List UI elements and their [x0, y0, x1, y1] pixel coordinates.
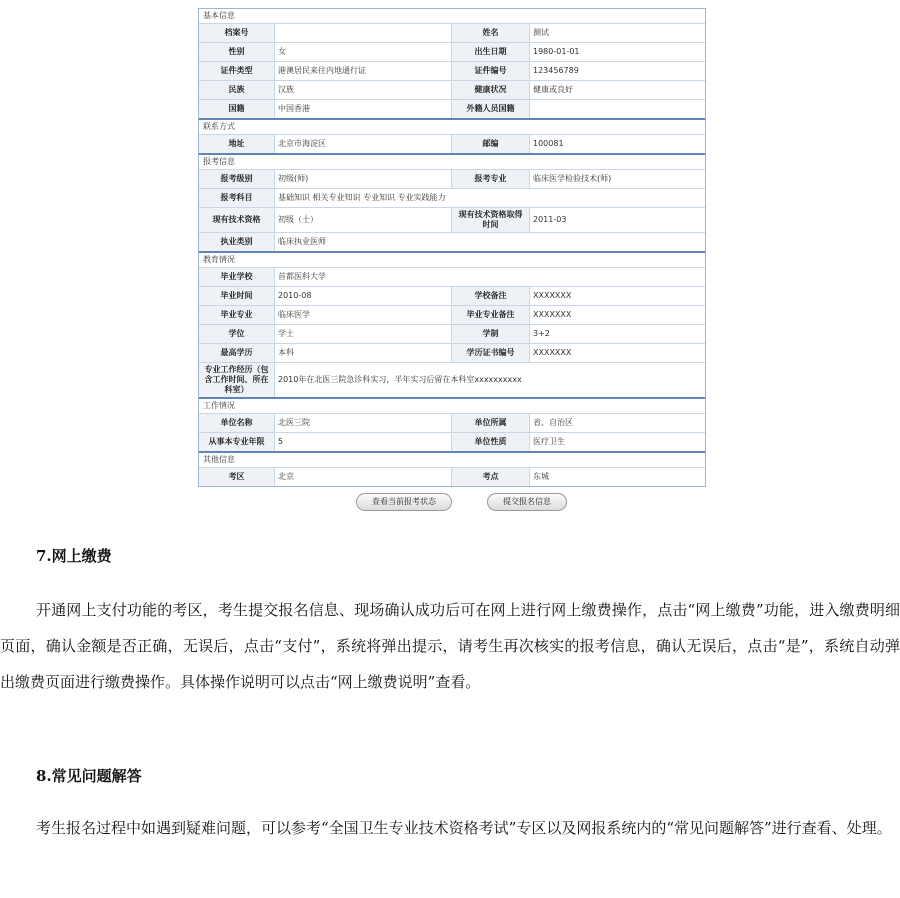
form-row — [199, 188, 705, 207]
field-label: 学位 — [199, 325, 274, 343]
field-value: 医疗卫生 — [529, 433, 705, 451]
form-row — [199, 99, 705, 118]
paragraph-online-payment: 开通网上支付功能的考区，考生提交报名信息、现场确认成功后可在网上进行网上缴费操作，点击“网上缴费”功能，进入缴费明细页面，确认金额是否正确，无误后，点击“支付”，系统将弹出提示，请考生再次核实的报考信息，确认无误后，点击“是”，系统自动弹出缴费页面进行缴费操作。具体操作说明可以点击“网上缴费说明”查看。 — [0, 601, 900, 691]
field-value: 健康或良好 — [529, 81, 705, 99]
form-section — [199, 397, 705, 451]
field-value: 123456789 — [529, 62, 705, 80]
field-value: 汉族 — [274, 81, 451, 99]
field-value: XXXXXXX — [529, 287, 705, 305]
field-label: 单位所属 — [451, 414, 529, 432]
field-value: 2011-03 — [529, 208, 705, 232]
field-label: 健康状况 — [451, 81, 529, 99]
form-row — [199, 134, 705, 153]
field-label: 考点 — [451, 468, 529, 486]
form-section — [199, 9, 705, 118]
form-button-bar — [198, 493, 704, 513]
field-label: 证件编号 — [451, 62, 529, 80]
field-label: 执业类别 — [199, 233, 274, 251]
form-row — [199, 207, 705, 232]
field-value: 女 — [274, 43, 451, 61]
field-label: 学校备注 — [451, 287, 529, 305]
form-section — [199, 118, 705, 153]
form-row — [199, 232, 705, 251]
field-label: 最高学历 — [199, 344, 274, 362]
field-label: 毕业专业备注 — [451, 306, 529, 324]
field-value: XXXXXXX — [529, 344, 705, 362]
field-label: 单位性质 — [451, 433, 529, 451]
form-row — [199, 286, 705, 305]
form-row — [199, 169, 705, 188]
field-label: 报考级别 — [199, 170, 274, 188]
field-label: 国籍 — [199, 100, 274, 118]
field-value: 100081 — [529, 135, 705, 153]
field-label: 现有技术资格取得时间 — [451, 208, 529, 232]
field-value: 临床医学 — [274, 306, 451, 324]
form-row — [199, 61, 705, 80]
field-value: 东城 — [529, 468, 705, 486]
field-value: 北京市海淀区 — [274, 135, 451, 153]
field-value: 5 — [274, 433, 451, 451]
paragraph-faq: 考生报名过程中如遇到疑难问题，可以参考“全国卫生专业技术资格考试”专区以及网报系统内的“常见问题解答”进行查看、处理。 — [36, 819, 892, 837]
field-value: 2010-08 — [274, 287, 451, 305]
field-label: 毕业学校 — [199, 268, 274, 286]
field-value — [529, 100, 705, 118]
field-label: 毕业专业 — [199, 306, 274, 324]
form-row — [199, 267, 705, 286]
field-value — [274, 24, 451, 42]
field-label: 单位名称 — [199, 414, 274, 432]
field-label: 档案号 — [199, 24, 274, 42]
form-row — [199, 343, 705, 362]
form-row — [199, 413, 705, 432]
section-title: 教育情况 — [199, 253, 705, 267]
form-row — [199, 42, 705, 61]
field-value: 基础知识 相关专业知识 专业知识 专业实践能力 — [274, 189, 705, 207]
field-label: 出生日期 — [451, 43, 529, 61]
field-label: 姓名 — [451, 24, 529, 42]
field-value: 首都医科大学 — [274, 268, 705, 286]
field-value: 北医三院 — [274, 414, 451, 432]
form-row — [199, 324, 705, 343]
field-value: 本科 — [274, 344, 451, 362]
section-title: 工作情况 — [199, 399, 705, 413]
form-row — [199, 467, 705, 486]
view-status-button[interactable]: 查看当前报考状态 — [356, 493, 452, 511]
field-value: 省、自治区 — [529, 414, 705, 432]
field-label: 现有技术资格 — [199, 208, 274, 232]
field-label: 毕业时间 — [199, 287, 274, 305]
field-label: 民族 — [199, 81, 274, 99]
heading-online-payment: 7.网上缴费 — [36, 547, 112, 565]
section-title: 联系方式 — [199, 120, 705, 134]
form-row — [199, 362, 705, 397]
field-label: 性别 — [199, 43, 274, 61]
field-value: 测试 — [529, 24, 705, 42]
form-section — [199, 451, 705, 486]
form-row — [199, 23, 705, 42]
field-value: 1980-01-01 — [529, 43, 705, 61]
field-label: 专业工作经历（包含工作时间、所在科室） — [199, 363, 274, 397]
field-label: 从事本专业年限 — [199, 433, 274, 451]
field-value: 学士 — [274, 325, 451, 343]
field-label: 地址 — [199, 135, 274, 153]
section-title: 基本信息 — [199, 9, 705, 23]
field-label: 证件类型 — [199, 62, 274, 80]
submit-registration-button[interactable]: 提交报名信息 — [487, 493, 567, 511]
field-value: 临床医学检验技术(师) — [529, 170, 705, 188]
field-value: 临床执业医师 — [274, 233, 705, 251]
section-title: 报考信息 — [199, 155, 705, 169]
field-value: 2010年在北医三院急诊科实习，半年实习后留在本科室xxxxxxxxxx — [274, 363, 705, 397]
field-value: XXXXXXX — [529, 306, 705, 324]
field-value: 港澳居民来往内地通行证 — [274, 62, 451, 80]
form-section — [199, 251, 705, 397]
field-label: 报考科目 — [199, 189, 274, 207]
field-label: 考区 — [199, 468, 274, 486]
form-section — [199, 153, 705, 251]
form-row — [199, 432, 705, 451]
field-value: 初级(师) — [274, 170, 451, 188]
heading-faq: 8.常见问题解答 — [36, 767, 142, 785]
field-value: 北京 — [274, 468, 451, 486]
field-value: 中国香港 — [274, 100, 451, 118]
field-label: 报考专业 — [451, 170, 529, 188]
field-label: 学制 — [451, 325, 529, 343]
field-label: 学历证书编号 — [451, 344, 529, 362]
field-value: 初级（士） — [274, 208, 451, 232]
field-label: 邮编 — [451, 135, 529, 153]
field-value: 3+2 — [529, 325, 705, 343]
registration-info-form — [198, 8, 706, 487]
form-row — [199, 305, 705, 324]
form-row — [199, 80, 705, 99]
field-label: 外籍人员国籍 — [451, 100, 529, 118]
section-title: 其他信息 — [199, 453, 705, 467]
